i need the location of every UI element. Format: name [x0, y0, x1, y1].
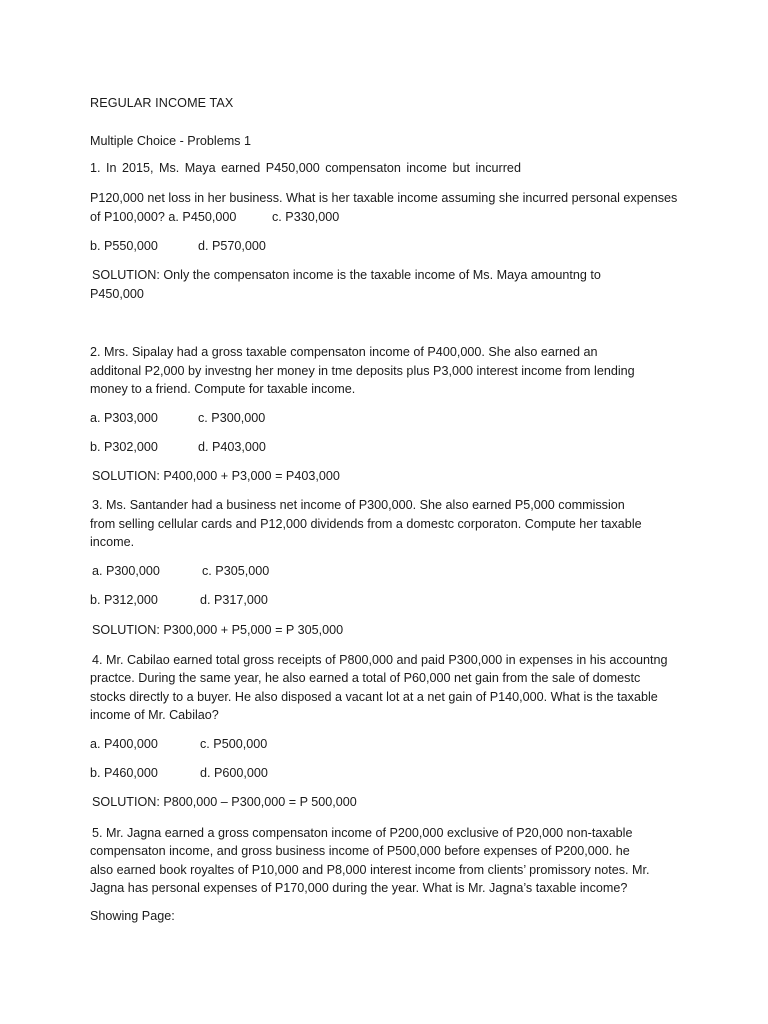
problem-3-option-b: b. P312,000: [90, 593, 158, 607]
problem-4-option-d: d. P600,000: [200, 766, 268, 780]
problem-1-option-c: c. P330,000: [272, 210, 340, 224]
problem-1-line-2: P120,000 net loss in her business. What is her taxable income assuming she incurred personal expenses: [90, 191, 678, 205]
problem-4-solution: SOLUTION: P800,000 – P300,000 = P 500,000: [92, 795, 357, 809]
problem-4-option-c: c. P500,000: [200, 737, 268, 751]
showing-page-label: Showing Page:: [90, 909, 175, 923]
problem-2-line-1: 2. Mrs. Sipalay had a gross taxable compensaton income of P400,000. She also earned an: [90, 345, 598, 359]
problem-3-line-2: from selling cellular cards and P12,000 dividends from a domestc corporaton. Compute her taxable: [90, 517, 642, 531]
problem-2-option-c: c. P300,000: [198, 411, 266, 425]
problem-1-line-1: 1. In 2015, Ms. Maya earned P450,000 compensaton income but incurred: [90, 161, 521, 175]
problem-2-solution: SOLUTION: P400,000 + P3,000 = P403,000: [92, 469, 340, 483]
problem-2-option-b: b. P302,000: [90, 440, 158, 454]
problem-4-line-2: practce. During the same year, he also earned a total of P60,000 net gain from the sale of domestc: [90, 671, 641, 685]
problem-1-option-b: b. P550,000: [90, 239, 158, 253]
problem-3-line-3: income.: [90, 535, 135, 549]
problem-2-line-2: additonal P2,000 by investng her money in tme deposits plus P3,000 interest income from lending: [90, 364, 635, 378]
problem-3-solution: SOLUTION: P300,000 + P5,000 = P 305,000: [92, 623, 344, 637]
problem-3-option-d: d. P317,000: [200, 593, 268, 607]
document-subtitle: Multiple Choice - Problems 1: [90, 134, 251, 148]
problem-1-line-3: of P100,000? a. P450,000: [90, 210, 237, 224]
problem-1-option-d: d. P570,000: [198, 239, 266, 253]
problem-3-line-1: 3. Ms. Santander had a business net income of P300,000. She also earned P5,000 commission: [92, 498, 625, 512]
problem-2-line-3: money to a friend. Compute for taxable income.: [90, 382, 356, 396]
problem-5-line-3: also earned book royaltes of P10,000 and P8,000 interest income from clients’ promissory notes. Mr.: [90, 863, 650, 877]
problem-5-line-4: Jagna has personal expenses of P170,000 during the year. What is Mr. Jagna’s taxable income?: [90, 881, 628, 895]
problem-5-line-2: compensaton income, and gross business income of P500,000 before expenses of P200,000. he: [90, 844, 630, 858]
problem-1-solution-line-1: SOLUTION: Only the compensaton income is the taxable income of Ms. Maya amountng to: [92, 268, 601, 282]
problem-3-option-a: a. P300,000: [92, 564, 160, 578]
problem-3-option-c: c. P305,000: [202, 564, 270, 578]
problem-2-option-d: d. P403,000: [198, 440, 266, 454]
problem-2-option-a: a. P303,000: [90, 411, 158, 425]
problem-4-option-b: b. P460,000: [90, 766, 158, 780]
problem-4-option-a: a. P400,000: [90, 737, 158, 751]
problem-4-line-1: 4. Mr. Cabilao earned total gross receipts of P800,000 and paid P300,000 in expenses in his accountng: [92, 653, 668, 667]
document-title: REGULAR INCOME TAX: [90, 96, 234, 110]
problem-4-line-4: income of Mr. Cabilao?: [90, 708, 219, 722]
problem-1-solution-line-2: P450,000: [90, 287, 144, 301]
problem-5-line-1: 5. Mr. Jagna earned a gross compensaton income of P200,000 exclusive of P20,000 non-taxable: [92, 826, 633, 840]
problem-4-line-3: stocks directly to a buyer. He also disposed a vacant lot at a net gain of P140,000. What is the taxable: [90, 690, 658, 704]
